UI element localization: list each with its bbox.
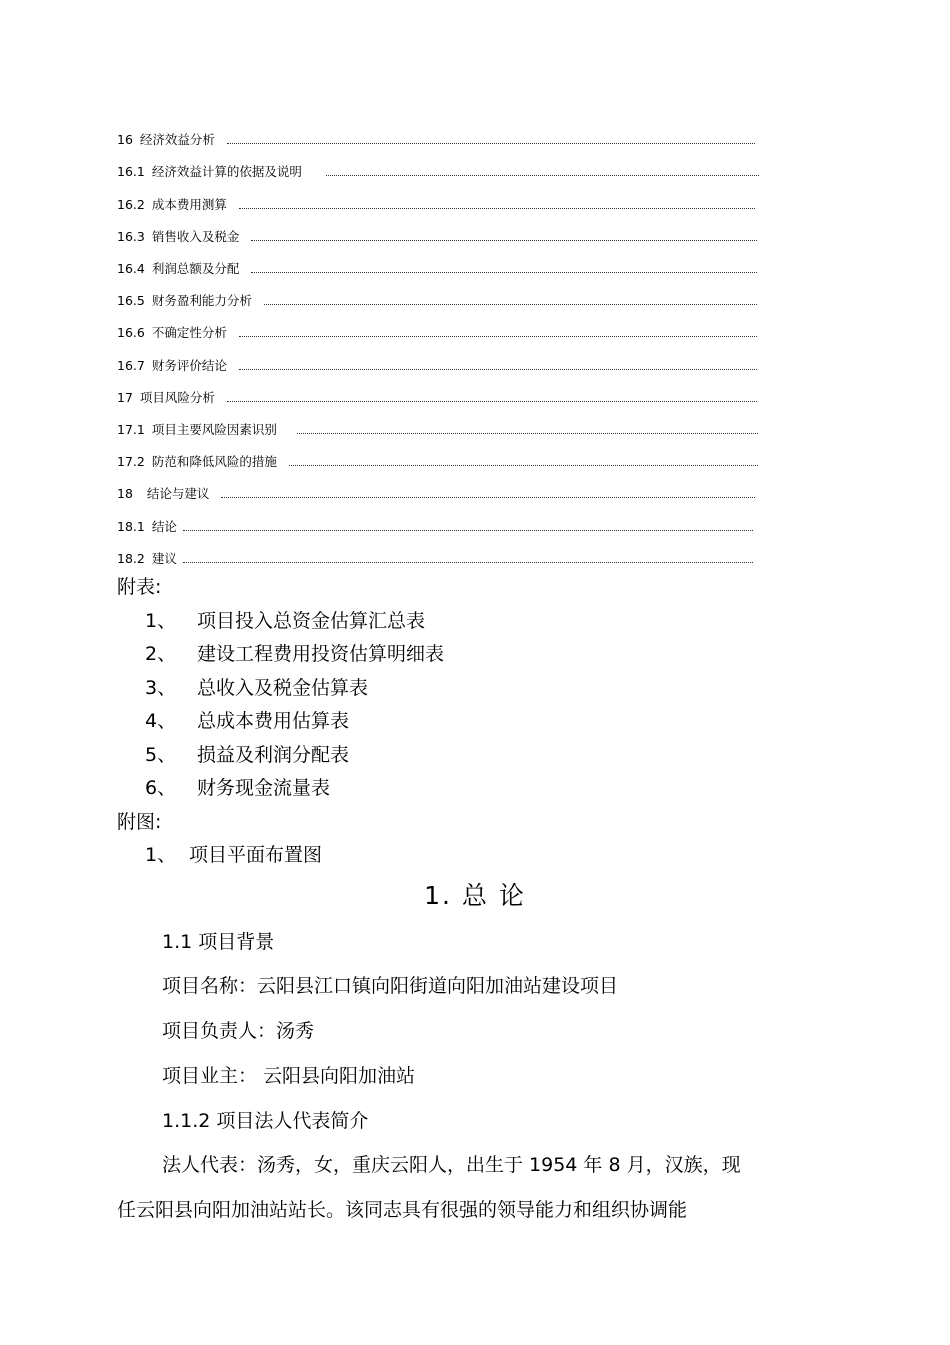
toc-entry[interactable] bbox=[117, 319, 757, 341]
toc-entry-title: 建议 bbox=[151, 551, 177, 566]
toc-entry-number: 18.1 bbox=[117, 519, 145, 534]
toc-leader-dots bbox=[251, 272, 757, 273]
toc-leader-dots bbox=[239, 336, 757, 337]
body-paragraph-line: 任云阳县向阳加油站站长。该同志具有很强的领导能力和组织协调能 bbox=[117, 1199, 688, 1221]
toc-leader-dots bbox=[183, 530, 753, 531]
toc-entry-title: 销售收入及税金 bbox=[151, 229, 240, 244]
project-owner-line: 项目业主： 云阳县向阳加油站 bbox=[162, 1065, 416, 1087]
list-item-text: 建设工程费用投资估算明细表 bbox=[197, 643, 445, 665]
toc-entry-title: 不确定性分析 bbox=[151, 325, 227, 340]
toc-entry-title: 成本费用测算 bbox=[151, 197, 227, 212]
toc-entry-number: 17.2 bbox=[117, 454, 145, 469]
body-paragraph-line: 法人代表：汤秀，女，重庆云阳人，出生于 1954 年 8 月，汉族，现 bbox=[162, 1154, 741, 1176]
section-heading: 1.1.2 项目法人代表简介 bbox=[162, 1110, 369, 1132]
list-item-index: 3、 bbox=[145, 677, 177, 699]
toc-entry[interactable] bbox=[117, 223, 757, 245]
list-item-text: 财务现金流量表 bbox=[197, 777, 331, 799]
toc-leader-dots bbox=[227, 143, 755, 144]
toc-entry-number: 16.3 bbox=[117, 229, 145, 244]
toc-entry[interactable] bbox=[117, 352, 757, 374]
toc-leader-dots bbox=[289, 465, 758, 466]
toc-entry[interactable] bbox=[117, 287, 757, 309]
toc-entry-number: 16 bbox=[117, 132, 133, 147]
toc-entry-number: 17.1 bbox=[117, 422, 145, 437]
toc-entry[interactable] bbox=[117, 255, 757, 277]
list-item-index: 1、 bbox=[145, 844, 177, 866]
toc-entry-number: 16.1 bbox=[117, 164, 145, 179]
list-item-text: 总收入及税金估算表 bbox=[197, 677, 369, 699]
toc-entry[interactable] bbox=[117, 480, 755, 502]
appendix-figure-item bbox=[145, 843, 322, 867]
appendix-table-item bbox=[145, 709, 349, 733]
appendix-tables-label: 附表: bbox=[117, 576, 162, 598]
toc-leader-dots bbox=[264, 304, 757, 305]
toc-entry-title: 财务评价结论 bbox=[151, 358, 227, 373]
toc-leader-dots bbox=[227, 401, 757, 402]
appendix-table-item bbox=[145, 776, 330, 800]
list-item-text: 项目平面布置图 bbox=[189, 844, 323, 866]
toc-leader-dots bbox=[221, 497, 755, 498]
toc-entry[interactable] bbox=[117, 416, 758, 438]
project-leader-line: 项目负责人：汤秀 bbox=[162, 1020, 315, 1042]
toc-entry-title: 项目风险分析 bbox=[139, 390, 215, 405]
toc-leader-dots bbox=[251, 240, 757, 241]
list-item-text: 损益及利润分配表 bbox=[197, 744, 350, 766]
appendix-table-item bbox=[145, 642, 444, 666]
list-item-index: 5、 bbox=[145, 744, 177, 766]
list-item-index: 4、 bbox=[145, 710, 177, 732]
toc-entry-number: 16.7 bbox=[117, 358, 145, 373]
list-item-text: 总成本费用估算表 bbox=[197, 710, 350, 732]
list-item-text: 项目投入总资金估算汇总表 bbox=[197, 610, 426, 632]
toc-entry[interactable] bbox=[117, 126, 755, 148]
toc-entry[interactable] bbox=[117, 158, 759, 180]
toc-entry-number: 16.6 bbox=[117, 325, 145, 340]
toc-entry-number: 16.4 bbox=[117, 261, 145, 276]
toc-entry[interactable] bbox=[117, 545, 753, 567]
appendix-table-item bbox=[145, 743, 349, 767]
chapter-title: 1. 总 论 bbox=[424, 881, 526, 910]
toc-leader-dots bbox=[326, 175, 759, 176]
toc-leader-dots bbox=[239, 208, 755, 209]
toc-entry-number: 18.2 bbox=[117, 551, 145, 566]
toc-entry-title: 经济效益计算的依据及说明 bbox=[151, 164, 302, 179]
toc-entry-number: 17 bbox=[117, 390, 133, 405]
toc-entry-title: 财务盈利能力分析 bbox=[151, 293, 252, 308]
list-item-index: 6、 bbox=[145, 777, 177, 799]
toc-entry-title: 项目主要风险因素识别 bbox=[151, 422, 277, 437]
toc-entry-title: 经济效益分析 bbox=[139, 132, 215, 147]
list-item-index: 1、 bbox=[145, 610, 177, 632]
section-heading: 1.1 项目背景 bbox=[162, 931, 275, 953]
toc-leader-dots bbox=[183, 562, 753, 563]
toc-entry-title: 利润总额及分配 bbox=[151, 261, 240, 276]
toc-entry-number: 16.5 bbox=[117, 293, 145, 308]
toc-entry-title: 结论与建议 bbox=[146, 486, 210, 501]
toc-entry-title: 结论 bbox=[151, 519, 177, 534]
toc-leader-dots bbox=[297, 433, 758, 434]
toc-entry-number: 16.2 bbox=[117, 197, 145, 212]
toc-entry[interactable] bbox=[117, 513, 753, 535]
project-name-line: 项目名称：云阳县江口镇向阳街道向阳加油站建设项目 bbox=[162, 975, 619, 997]
appendix-figures-label: 附图: bbox=[117, 811, 162, 833]
appendix-table-item bbox=[145, 609, 425, 633]
toc-leader-dots bbox=[239, 369, 757, 370]
toc-entry-title: 防范和降低风险的措施 bbox=[151, 454, 277, 469]
list-item-index: 2、 bbox=[145, 643, 177, 665]
toc-entry[interactable] bbox=[117, 191, 755, 213]
toc-entry[interactable] bbox=[117, 448, 758, 470]
toc-entry[interactable] bbox=[117, 384, 757, 406]
toc-entry-number: 18 bbox=[117, 486, 133, 501]
appendix-table-item bbox=[145, 676, 368, 700]
